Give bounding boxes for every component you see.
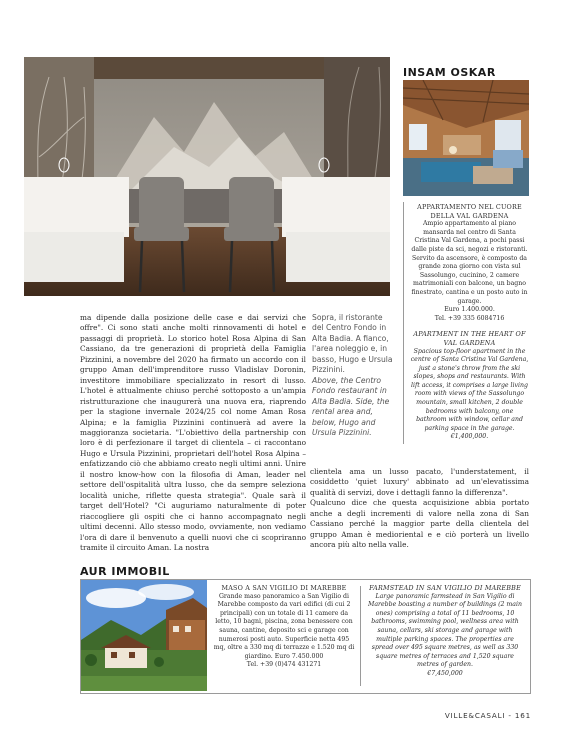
article-paragraph-2a: clientela ama un lusso pacato, l'understatement, il cosiddetto 'quiet luxury' abbinato ad un'elevatissima qualità di servizi, dove i dettagli fanno la differenza". — [310, 467, 529, 497]
insam-title-en: APARTMENT IN THE HEART OF VAL GARDENA — [413, 330, 526, 347]
article-body-column-1: ma dipende dalla posizione delle case e dai servizi che offre". Ci sono stati anche molti rinnovamenti di hotel e passaggi di proprietà. Lo storico hotel Rosa Alpina di San Cassiano, da tre generazioni di proprietà della Famiglia Pizzinini, a novembre del 2020 ha firmato un accordo con il gruppo Aman dell'imprenditore russo Vladislav Doronin, investitore immobiliare specializzato in resort di lusso. L'hotel è attualmente chiuso perché sottoposto a un'ampia ristrutturazione che inaugurerà una nuova era, riaprendo per la stagione invernale 2024/25 col nome Aman Rosa Alpina; e la famiglia Pizzinini continuerà ad avere la maggioranza societaria. "L'obiettivo della partnership con loro è di perfezionare il target di clientela – ci raccontano Hugo e Ursula Pizzinini, proprietari dell'hotel Rosa Alpina – enfatizzando ciò che abbiamo creato negli ultimi anni. Unire il nostro know-how con la filosofia di Aman, leader nel settore dell'ospitalità ultra lusso, che da sempre seleziona località uniche, riflette questa strategia". Quale sarà il target dell'Hotel? "Ci auguriamo naturalmente di poter riaccogliere gli ospiti che ci hanno accompagnato negli ultimi decenni. Allo stesso modo, ovviamente, non vediamo l'ora di dare il benvenuto a quelli nuovi che ci scopriranno tramite il circuito Aman. La nostra — [80, 313, 306, 552]
insam-listing-box — [410, 203, 529, 442]
section-title-aur: AUR IMMOBIL — [80, 565, 170, 578]
insam-text-en: Spacious top-floor apartment in the centre of Santa Cristina Val Gardena, just a stone's throw from the ski slopes, shops and restaurants. With lift access, it comprises a large living room with views of the Sassolungo mountain, small kitchen, 2 double bedrooms with balcony, one bathroom with window, cellar and parking space in the garage. — [410, 347, 529, 432]
insam-text-it: Ampio appartamento al piano mansarda nel centro di Santa Cristina Val Gardena, a pochi passi dalle piste da sci, negozi e ristoranti. Servito da ascensore, è composto da grande zona giorno con vista sul Sassolungo, cucinino, 2 camere matrimoniali con balcone, un bagno finestrato, cantina e un posto auto in garage. — [411, 220, 528, 305]
insam-tel: Tel. +39 335 6084716 — [434, 314, 505, 322]
section-title-insam: INSAM OSKAR — [403, 66, 496, 79]
aur-listing-en — [365, 584, 525, 679]
aur-text-en: Large panoramic farmstead in San Vigilio di Marebbe boasting a number of buildings (2 main ones) comprising a total of 11 bedrooms, 10 bathrooms, swimming pool, wellness area with sauna, cellars, ski storage and garage with multiple parking spaces. The properties are spread over 495 square metres, as well as 330 square metres of terraces and 1,520 square metres of garden. — [368, 592, 522, 669]
aur-listing-it — [212, 584, 356, 670]
aur-tel: Tel. +39 (0)474 431271 — [246, 661, 322, 669]
insam-price-it: Euro 1.400.000. — [444, 306, 495, 314]
apartment-interior-photo — [403, 80, 529, 196]
aur-title-it: MASO A SAN VIGILIO DI MAREBBE — [221, 584, 347, 592]
article-paragraph-2b: Qualcuno dice che questa acquisizione abbia portato anche a degli incrementi di valore nella zona di San Cassiano perché la maggior parte della clientela del gruppo Aman è medioriental e e ciò porterà un livello ancora più alto nella valle. — [310, 498, 529, 550]
photo-caption-it: Sopra, il ristorante del Centro Fondo in Alta Badia. A fianco, l'area noleggio e, in basso, Hugo e Ursula Pizzinini. — [312, 313, 393, 375]
photo-caption-en: Above, the Centro Fondo restaurant in Alta Badia. Side, the rental area and, below, Hugo and Ursula Pizzinini. — [312, 376, 390, 438]
aur-price-en: €7,450,000 — [427, 669, 463, 677]
insam-box-left-rule — [403, 202, 404, 444]
insam-price-en: €1,400,000. — [450, 433, 489, 441]
farmstead-photo — [81, 580, 207, 691]
restaurant-photo — [24, 57, 390, 296]
page-footer: VILLE&CASALI - 161 — [444, 711, 531, 720]
article-body-column-2 — [310, 467, 529, 551]
insam-title: APPARTAMENTO NEL CUORE DELLA VAL GARDENA — [417, 203, 522, 220]
aur-divider — [360, 586, 361, 686]
aur-title-en: FARMSTEAD IN SAN VIGILIO DI MAREBBE — [369, 584, 521, 592]
aur-text-it: Grande maso panoramico a San Vigilio di Marebbe composto da vari edifici (di cui 2 principali) con un totale di 11 camere da letto, 10 bagni, piscina, zona benessere con sauna, cantine, deposito sci e garage con numerosi posti auto. Superficie netta 495 mq, oltre a 330 mq di terrazze e 1.520 mq di giardino. Euro 7.450.000 — [213, 592, 355, 660]
